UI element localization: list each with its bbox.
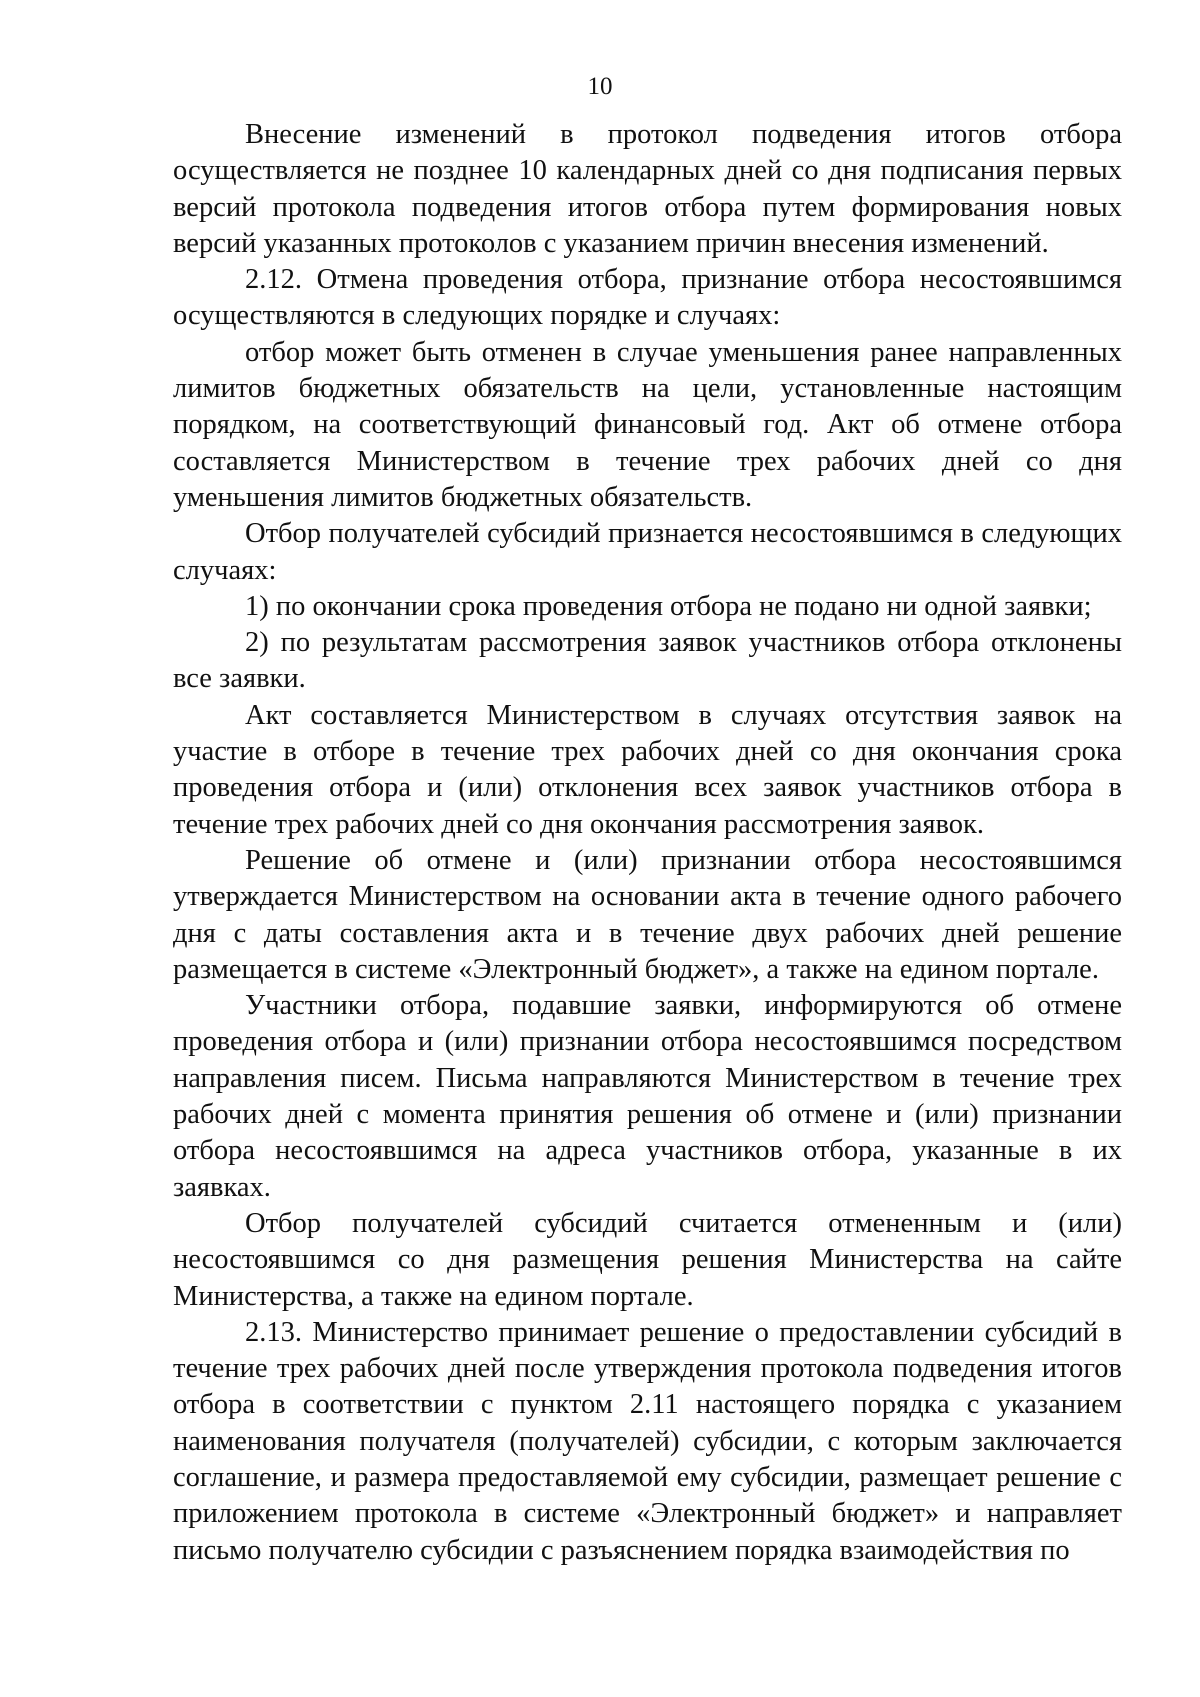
list-item-2: 2) по результатам рассмотрения заявок участников отбора отклонены все заявки. (173, 627, 1122, 695)
paragraph-2-13: 2.13. Министерство принимает решение о предоставлении субсидий в течение трех рабочих дней после утверждения протокола подведения итогов отбора в соответствии с пунктом 2.11 настоящего порядка с указанием наименования получателя (получателей) субсидии, с которым заключается соглашение, и размера предоставляемой ему субсидии, размещает решение с приложением протокола в системе «Электронный бюджет» и направляет письмо получателю субсидии с разъяснением порядка взаимодействия по (173, 1316, 1122, 1566)
document-body (173, 117, 1122, 1569)
page-number: 10 (587, 73, 613, 100)
paragraph-decision: Решение об отмене и (или) признании отбора несостоявшимся утверждается Министерством на основании акта в течение одного рабочего дня с даты составления акта и в течение двух рабочих дней решение размещается в системе «Электронный бюджет», а также на едином портале. (173, 844, 1122, 985)
paragraph-participants: Участники отбора, подавшие заявки, информируются об отмене проведения отбора и (или) признании отбора несостоявшимся посредством направления писем. Письма направляются Министерством в течение трех рабочих дней с момента принятия решения об отмене и (или) признании отбора несостоявшимся на адреса участников отбора, указанные в их заявках. (173, 990, 1122, 1203)
paragraph-selection-status: Отбор получателей субсидий считается отмененным и (или) несостоявшимся со дня размещения решения Министерства на сайте Министерства, а также на едином портале. (173, 1207, 1122, 1312)
paragraph-act: Акт составляется Министерством в случаях отсутствия заявок на участие в отборе в течение трех рабочих дней со дня окончания срока проведения отбора и (или) отклонения всех заявок участников отбора в течение трех рабочих дней со дня окончания рассмотрения заявок. (173, 699, 1122, 840)
paragraph-amendments: Внесение изменений в протокол подведения итогов отбора осуществляется не позднее 10 календарных дней со дня подписания первых версий протокола подведения итогов отбора путем формирования новых версий указанных протоколов с указанием причин внесения изменений. (173, 119, 1122, 259)
list-item-1: 1) по окончании срока проведения отбора не подано ни одной заявки; (245, 590, 1092, 622)
paragraph-cancellation: отбор может быть отменен в случае уменьшения ранее направленных лимитов бюджетных обязательств на цели, установленные настоящим порядком, на соответствующий финансовый год. Акт об отмене отбора составляется Министерством в течение трех рабочих дней со дня уменьшения лимитов бюджетных обязательств. (173, 336, 1122, 513)
paragraph-failed-selection: Отбор получателей субсидий признается несостоявшимся в следующих случаях: (173, 518, 1122, 586)
paragraph-2-12: 2.12. Отмена проведения отбора, признание отбора несостоявшимся осуществляются в следующих порядке и случаях: (173, 264, 1122, 332)
